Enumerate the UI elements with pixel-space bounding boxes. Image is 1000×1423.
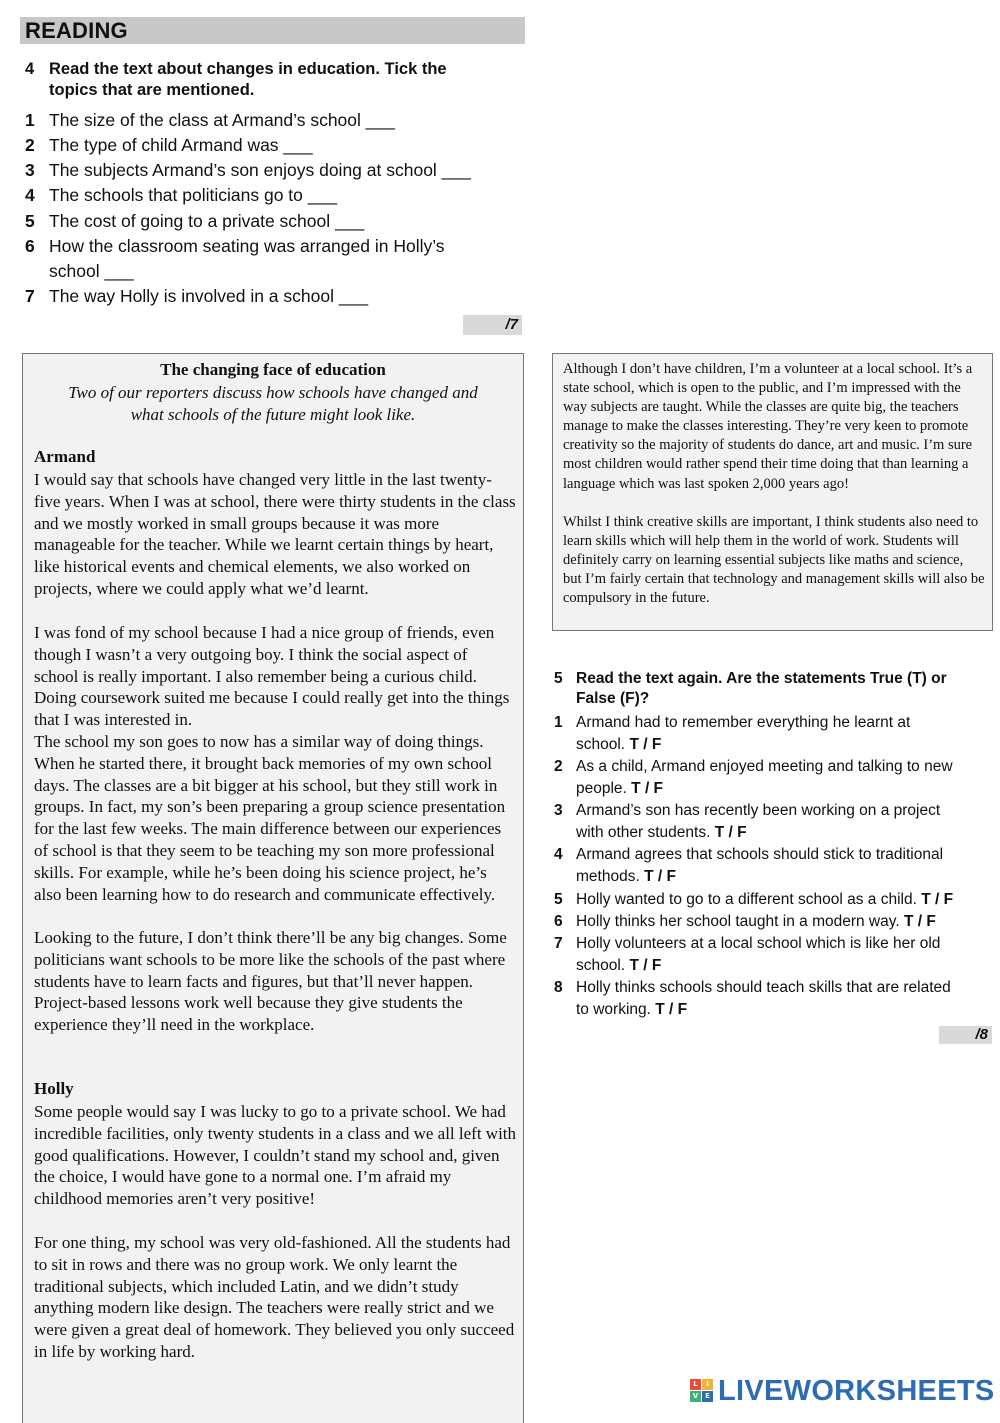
task5-instruction-line2: False (F)? (576, 690, 650, 707)
true-false-choice[interactable]: T / F (921, 891, 954, 908)
task4-item-text[interactable]: The size of the class at Armand’s school ___ (49, 110, 395, 130)
liveworksheets-logo (690, 1374, 995, 1408)
task4-score: /7 (463, 315, 522, 335)
task5-score: /8 (939, 1026, 992, 1044)
task4-item-text[interactable]: The schools that politicians go to ___ (49, 185, 337, 205)
task4-number: 4 (25, 60, 35, 78)
task4-instruction-line1: Read the text about changes in education. Tick the (49, 60, 447, 78)
true-false-choice[interactable]: T / F (629, 957, 662, 974)
true-false-choice[interactable]: T / F (714, 824, 747, 841)
task4-item-text[interactable]: school ___ (49, 261, 134, 281)
true-false-choice[interactable]: T / F (903, 913, 936, 930)
armand-paragraph-3: The school my son goes to now has a similar way of doing things. When he started there, it brought back memories of my own school days. The classes are a bit bigger at his school, but they still work in groups. In fact, my son’s been preparing a group science presentation for the last few weeks. The main difference between our experiences of school is that they seem to be teaching my son more professional skills. For example, while he’s been doing his science project, he’s also been learning how to do research and communicate effectively. (34, 732, 506, 904)
logo-text: LIVEWORKSHEETS (718, 1374, 995, 1407)
liveworksheets-logo-icon: L I V E (690, 1379, 714, 1403)
true-false-choice[interactable]: T / F (629, 736, 662, 753)
armand-paragraph-2: I was fond of my school because I had a nice group of friends, even though I wasn’t a very outgoing boy. I think the social aspect of school is really important. I also remember being a curious child. Doing coursework suited me because I could really get into the things that I was interested in. (34, 623, 510, 730)
section-header (20, 17, 525, 44)
armand-paragraph-1: I would say that schools have changed very little in the last twenty-five years. When I was at school, there were thirty students in the class and we mostly worked in small groups because it was more manageable for the teacher. While we learnt certain things by heart, like historical events and chemical elements, we also worked on projects, where we could apply what we’d learnt. (34, 470, 516, 598)
true-false-choice[interactable]: T / F (644, 868, 676, 885)
task4-item-text[interactable]: The type of child Armand was ___ (49, 135, 313, 155)
article-subtitle (33, 382, 513, 426)
task4-instruction-line2: topics that are mentioned. (49, 81, 255, 99)
task5-instruction-line1: Read the text again. Are the statements True (T) or (576, 670, 947, 687)
task4-item-text[interactable]: The way Holly is involved in a school ___ (49, 286, 369, 306)
article-left-column (22, 353, 524, 1423)
article-subtitle-line2: what schools of the future might look like. (130, 405, 416, 424)
article-subtitle-line1: Two of our reporters discuss how schools have changed and (68, 383, 478, 402)
article-right-column (552, 353, 993, 631)
true-false-choice[interactable]: T / F (631, 780, 664, 797)
armand-paragraph-4: Looking to the future, I don’t think there’ll be any big changes. Some politicians want schools to be more like the schools of the past where students have to learn facts and figures, but that’ll never happen. Project-based lessons work well because they give students the experience they’ll need in the workplace. (34, 928, 507, 1035)
holly-paragraph-3: Although I don’t have children, I’m a volunteer at a local school. It’s a state school, which is open to the public, and I’m impressed with the way subjects are taught. While the classes are quite big, the teachers manage to make the classes interesting. They’re very keen to promote creativity so the majority of students do dance, art and music. I’m sure most children would rather spend their time doing that than learning a language which was last spoken 2,000 years ago! (563, 361, 973, 492)
task5-number: 5 (554, 670, 563, 687)
true-false-choice[interactable]: T / F (655, 1001, 688, 1018)
task4-instruction (25, 59, 525, 101)
article-title: The changing face of education (160, 360, 386, 379)
task4-item-text: How the classroom seating was arranged in Holly’s (49, 236, 445, 256)
armand-heading: Armand (34, 447, 96, 466)
task4-item-text[interactable]: The cost of going to a private school ___ (49, 211, 365, 231)
holly-paragraph-4: Whilst I think creative skills are important, I think students also need to learn skills which will help them in the world of work. Students will definitely carry on learning essential subjects like maths and science, but I’m fairly certain that technology and management skills will also be compulsory in the future. (563, 514, 985, 607)
task5-instruction (554, 668, 994, 710)
task4-item-text[interactable]: The subjects Armand’s son enjoys doing at school ___ (49, 160, 471, 180)
holly-paragraph-2: For one thing, my school was very old-fashioned. All the students had to sit in rows and there was no group work. We only learnt the traditional subjects, which included Latin, and we didn’t study anything modern like design. The teachers were really strict and we were given a great deal of homework. They believed you only succeed in life by working hard. (34, 1233, 515, 1361)
holly-paragraph-1: Some people would say I was lucky to go to a private school. We had incredible facilities, only twenty students in a class and we all left with good qualifications. However, I couldn’t stand my school and, given the choice, I would have gone to a normal one. I’m afraid my childhood memories aren’t very positive! (34, 1102, 517, 1209)
holly-heading: Holly (34, 1079, 74, 1098)
section-title: READING (25, 18, 128, 43)
